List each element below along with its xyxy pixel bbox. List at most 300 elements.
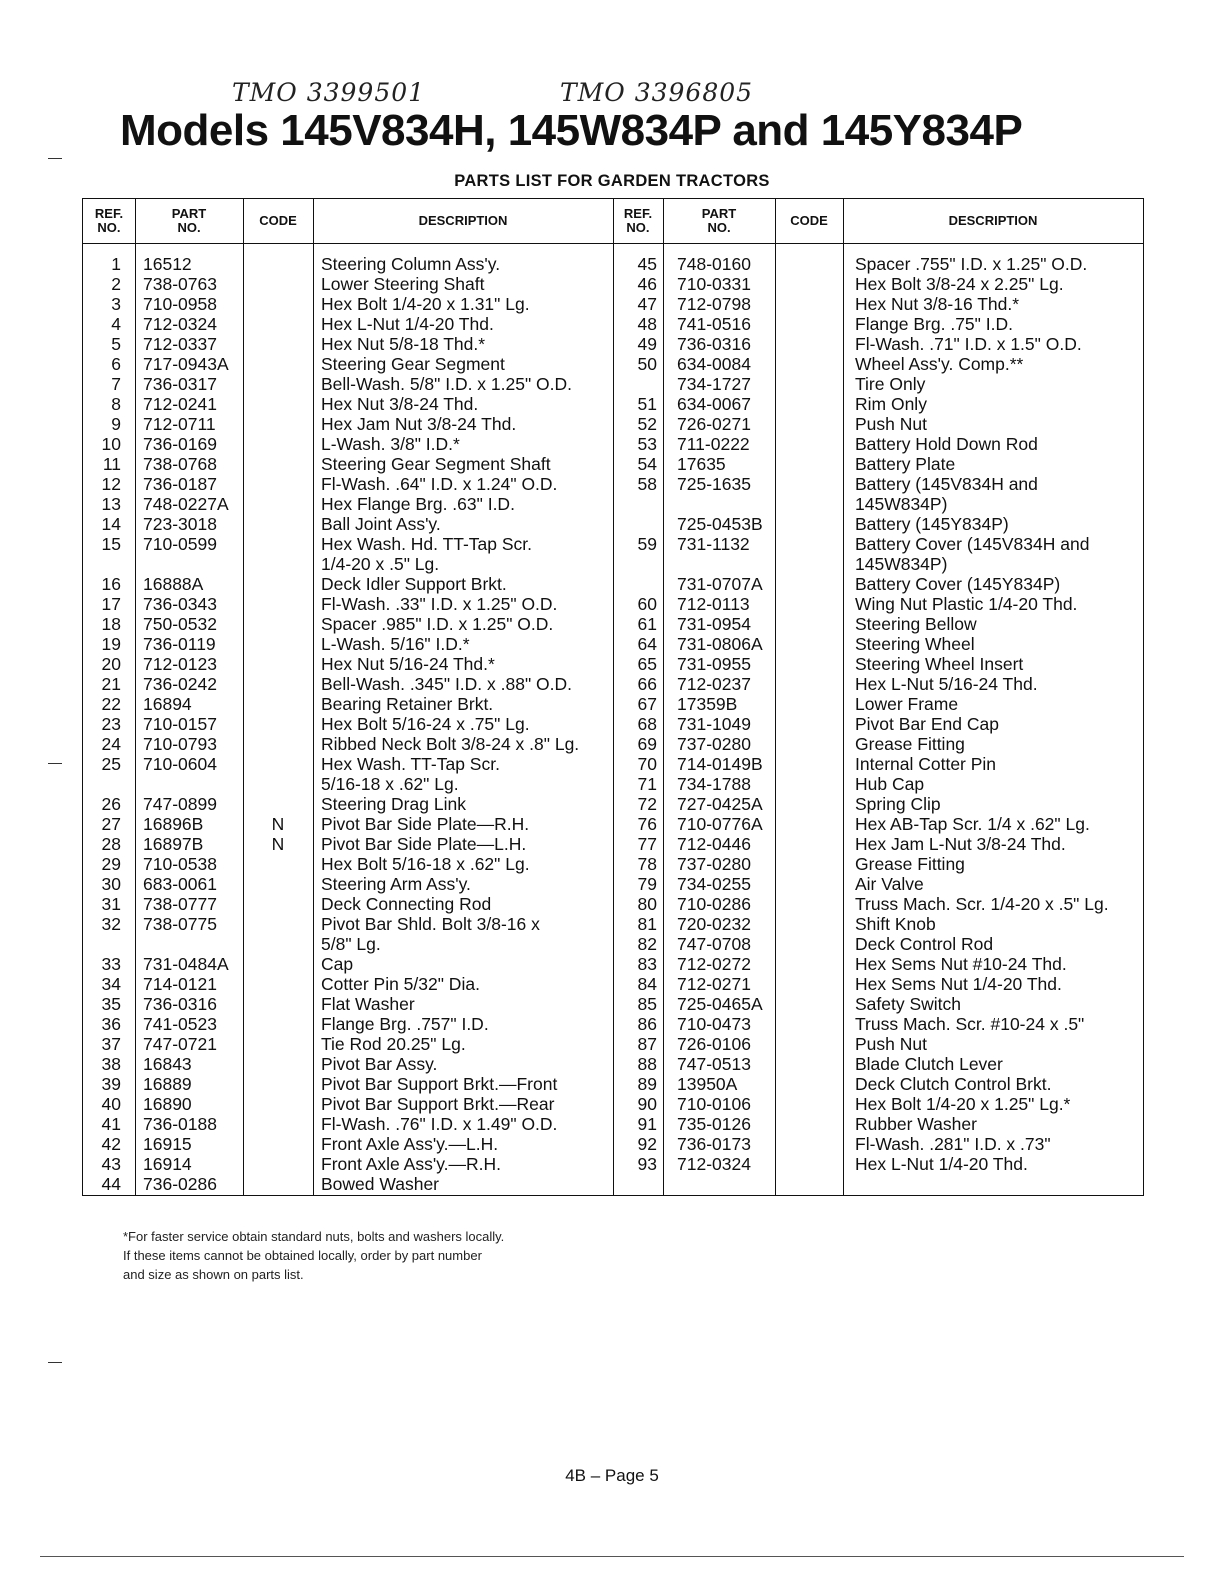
ref-no-cell: 78: [637, 854, 657, 874]
part-no-cell: 16890: [143, 1094, 192, 1114]
ref-no-cell: 52: [637, 414, 657, 434]
description-cell: Battery Plate: [855, 454, 956, 474]
part-no-cell: 731-1132: [677, 534, 750, 554]
part-no-cell: 736-0316: [143, 994, 217, 1014]
part-no-cell: 16894: [143, 694, 192, 714]
parts-row: [83, 254, 1143, 274]
footnote: [123, 1227, 504, 1284]
part-no-cell: 750-0532: [143, 614, 217, 634]
parts-row: [83, 954, 1143, 974]
part-no-cell: 710-0604: [143, 754, 217, 774]
description-cell: Hex Bolt 1/4-20 x 1.31" Lg.: [321, 294, 530, 314]
ref-no-cell: 53: [637, 434, 657, 454]
part-no-cell: 736-0316: [677, 334, 751, 354]
part-no-cell: 734-1788: [677, 774, 751, 794]
description-cell: Wing Nut Plastic 1/4-20 Thd.: [855, 594, 1078, 614]
part-no-cell: 738-0768: [143, 454, 217, 474]
description-cell: Rim Only: [855, 394, 927, 414]
ref-no-cell: 83: [637, 954, 657, 974]
description-cell: Cap: [321, 954, 354, 974]
description-cell: Hex Bolt 5/16-24 x .75" Lg.: [321, 714, 530, 734]
description-cell: 1/4-20 x .5" Lg.: [321, 554, 440, 574]
description-cell: Bearing Retainer Brkt.: [321, 694, 494, 714]
parts-row: [83, 454, 1143, 474]
description-cell: Pivot Bar Support Brkt.—Front: [321, 1074, 558, 1094]
parts-row: [83, 374, 1143, 394]
ref-no-cell: 8: [111, 394, 121, 414]
part-no-cell: 735-0126: [677, 1114, 751, 1134]
parts-row: [83, 614, 1143, 634]
description-cell: Front Axle Ass'y.—R.H.: [321, 1154, 502, 1174]
part-no-cell: 683-0061: [143, 874, 217, 894]
parts-row: [83, 934, 1143, 954]
description-cell: Ball Joint Ass'y.: [321, 514, 441, 534]
part-no-cell: 710-0331: [677, 274, 751, 294]
part-no-cell: 731-1049: [677, 714, 751, 734]
description-cell: Deck Idler Support Brkt.: [321, 574, 507, 594]
parts-row: [83, 1054, 1143, 1074]
ref-no-cell: 80: [637, 894, 657, 914]
part-no-cell: 710-0473: [677, 1014, 751, 1034]
ref-no-cell: 16: [101, 574, 121, 594]
description-cell: Steering Bellow: [855, 614, 977, 634]
ref-no-cell: 32: [101, 914, 121, 934]
part-no-cell: 16889: [143, 1074, 192, 1094]
description-cell: Hex Nut 3/8-16 Thd.*: [855, 294, 1020, 314]
part-no-cell: 731-0707A: [677, 574, 763, 594]
ref-no-cell: 86: [637, 1014, 657, 1034]
description-cell: Hex Sems Nut 1/4-20 Thd.: [855, 974, 1062, 994]
description-cell: Truss Mach. Scr. #10-24 x .5": [855, 1014, 1085, 1034]
part-no-cell: 710-0286: [677, 894, 751, 914]
description-cell: Hex Sems Nut #10-24 Thd.: [855, 954, 1067, 974]
part-no-cell: 731-0954: [677, 614, 751, 634]
parts-row: [83, 814, 1143, 834]
ref-no-cell: 66: [637, 674, 657, 694]
ref-no-cell: 82: [637, 934, 657, 954]
parts-row: [83, 1134, 1143, 1154]
parts-row: [83, 794, 1143, 814]
part-no-cell: 741-0523: [143, 1014, 217, 1034]
ref-no-cell: 6: [111, 354, 121, 374]
part-no-cell: 16897B: [143, 834, 204, 854]
ref-no-cell: 18: [101, 614, 121, 634]
description-cell: Front Axle Ass'y.—L.H.: [321, 1134, 499, 1154]
description-cell: Deck Clutch Control Brkt.: [855, 1074, 1052, 1094]
parts-row: [83, 734, 1143, 754]
part-no-cell: 736-0242: [143, 674, 217, 694]
part-no-cell: 17359B: [677, 694, 738, 714]
ref-no-cell: 69: [637, 734, 657, 754]
description-cell: Pivot Bar Side Plate—R.H.: [321, 814, 530, 834]
part-no-cell: 634-0067: [677, 394, 751, 414]
description-cell: Steering Column Ass'y.: [321, 254, 501, 274]
header-ref-no-left: REF. NO.: [94, 206, 124, 235]
part-no-cell: 16896B: [143, 814, 204, 834]
ref-no-cell: 20: [101, 654, 121, 674]
description-cell: Hex AB-Tap Scr. 1/4 x .62" Lg.: [855, 814, 1090, 834]
description-cell: Battery Cover (145Y834P): [855, 574, 1061, 594]
parts-row: [83, 1014, 1143, 1034]
ref-no-cell: 91: [637, 1114, 657, 1134]
ref-no-cell: 40: [101, 1094, 121, 1114]
parts-row: [83, 274, 1143, 294]
description-cell: Steering Drag Link: [321, 794, 466, 814]
part-no-cell: 725-0465A: [677, 994, 763, 1014]
parts-row: [83, 1074, 1143, 1094]
models-title: Models 145V834H, 145W834P and 145Y834P: [120, 106, 1023, 155]
ref-no-cell: 29: [101, 854, 121, 874]
parts-table: [82, 198, 1144, 1196]
description-cell: Flange Brg. .75" I.D.: [855, 314, 1013, 334]
description-cell: Deck Control Rod: [855, 934, 994, 954]
ref-no-cell: 14: [101, 514, 121, 534]
part-no-cell: 712-0241: [143, 394, 217, 414]
ref-no-cell: 13: [101, 494, 121, 514]
ref-no-cell: 22: [101, 694, 121, 714]
description-cell: Pivot Bar Support Brkt.—Rear: [321, 1094, 555, 1114]
header-part-no-right: PART NO.: [701, 206, 737, 235]
description-cell: Grease Fitting: [855, 734, 965, 754]
parts-row: [83, 414, 1143, 434]
header-code-left: CODE: [259, 213, 297, 228]
part-no-cell: 731-0484A: [143, 954, 229, 974]
description-cell: Ribbed Neck Bolt 3/8-24 x .8" Lg.: [321, 734, 580, 754]
parts-row: [83, 894, 1143, 914]
description-cell: Hex Nut 5/8-18 Thd.*: [321, 334, 486, 354]
ref-no-cell: 33: [101, 954, 121, 974]
part-no-cell: 714-0149B: [677, 754, 763, 774]
parts-row: [83, 994, 1143, 1014]
part-no-cell: 726-0271: [677, 414, 751, 434]
part-no-cell: 712-0324: [677, 1154, 751, 1174]
part-no-cell: 714-0121: [143, 974, 217, 994]
parts-list-subtitle: PARTS LIST FOR GARDEN TRACTORS: [454, 172, 770, 190]
ref-no-cell: 39: [101, 1074, 121, 1094]
part-no-cell: 712-0711: [143, 414, 216, 434]
ref-no-cell: 84: [637, 974, 657, 994]
parts-row: [83, 634, 1143, 654]
part-no-cell: 634-0084: [677, 354, 751, 374]
description-cell: Grease Fitting: [855, 854, 965, 874]
part-no-cell: 712-0272: [677, 954, 751, 974]
part-no-cell: 734-0255: [677, 874, 751, 894]
description-cell: Fl-Wash. .64" I.D. x 1.24" O.D.: [321, 474, 558, 494]
ref-no-cell: 71: [637, 774, 657, 794]
part-no-cell: 710-0106: [677, 1094, 751, 1114]
ref-no-cell: 4: [111, 314, 121, 334]
description-cell: Spring Clip: [855, 794, 941, 814]
description-cell: Hex Jam Nut 3/8-24 Thd.: [321, 414, 517, 434]
description-cell: Tie Rod 20.25" Lg.: [321, 1034, 466, 1054]
description-cell: Air Valve: [855, 874, 924, 894]
footnote-line: and size as shown on parts list.: [123, 1267, 304, 1282]
description-cell: Lower Steering Shaft: [321, 274, 485, 294]
description-cell: Shift Knob: [855, 914, 936, 934]
parts-row: [83, 1114, 1143, 1134]
description-cell: Pivot Bar End Cap: [855, 714, 999, 734]
ref-no-cell: 49: [637, 334, 657, 354]
part-no-cell: 710-0776A: [677, 814, 763, 834]
parts-row: [83, 554, 1143, 574]
part-no-cell: 736-0173: [677, 1134, 751, 1154]
description-cell: 145W834P): [855, 494, 948, 514]
parts-row: [83, 314, 1143, 334]
description-cell: Hex Flange Brg. .63" I.D.: [321, 494, 515, 514]
part-no-cell: 725-1635: [677, 474, 751, 494]
ref-no-cell: 44: [101, 1174, 121, 1194]
ref-no-cell: 92: [637, 1134, 657, 1154]
ref-no-cell: 41: [101, 1114, 121, 1134]
description-cell: Hub Cap: [855, 774, 925, 794]
description-cell: Lower Frame: [855, 694, 959, 714]
description-cell: Steering Wheel Insert: [855, 654, 1024, 674]
description-cell: L-Wash. 3/8" I.D.*: [321, 434, 460, 454]
description-cell: Safety Switch: [855, 994, 962, 1014]
part-no-cell: 731-0806A: [677, 634, 763, 654]
part-no-cell: 731-0955: [677, 654, 751, 674]
ref-no-cell: 43: [101, 1154, 121, 1174]
ref-no-cell: 50: [637, 354, 657, 374]
description-cell: Bowed Washer: [321, 1174, 440, 1194]
part-no-cell: 13950A: [677, 1074, 738, 1094]
ref-no-cell: 89: [637, 1074, 657, 1094]
description-cell: Steering Arm Ass'y.: [321, 874, 471, 894]
parts-row: [83, 594, 1143, 614]
description-cell: Hex L-Nut 1/4-20 Thd.: [855, 1154, 1028, 1174]
part-no-cell: 712-0123: [143, 654, 217, 674]
part-no-cell: 736-0343: [143, 594, 217, 614]
ref-no-cell: 11: [102, 454, 121, 474]
description-cell: L-Wash. 5/16" I.D.*: [321, 634, 470, 654]
part-no-cell: 726-0106: [677, 1034, 751, 1054]
header-description-left: DESCRIPTION: [418, 213, 508, 228]
header-description-right: DESCRIPTION: [948, 213, 1038, 228]
parts-row: [83, 574, 1143, 594]
ref-no-cell: 93: [637, 1154, 657, 1174]
description-cell: Fl-Wash. .76" I.D. x 1.49" O.D.: [321, 1114, 558, 1134]
ref-no-cell: 72: [637, 794, 657, 814]
parts-row: [83, 874, 1143, 894]
description-cell: Push Nut: [855, 1034, 927, 1054]
part-no-cell: 737-0280: [677, 734, 751, 754]
part-no-cell: 723-3018: [143, 514, 217, 534]
ref-no-cell: 31: [101, 894, 121, 914]
ref-no-cell: 24: [101, 734, 121, 754]
description-cell: Hex Bolt 5/16-18 x .62" Lg.: [321, 854, 530, 874]
part-no-cell: 17635: [677, 454, 726, 474]
description-cell: Battery Cover (145V834H and: [855, 534, 1090, 554]
description-cell: Pivot Bar Side Plate—L.H.: [321, 834, 527, 854]
ref-no-cell: 90: [637, 1094, 657, 1114]
ref-no-cell: 35: [101, 994, 121, 1014]
ref-no-cell: 3: [111, 294, 121, 314]
parts-row: [83, 394, 1143, 414]
part-no-cell: 736-0286: [143, 1174, 217, 1194]
description-cell: Internal Cotter Pin: [855, 754, 997, 774]
ref-no-cell: 2: [111, 274, 121, 294]
part-no-cell: 710-0157: [143, 714, 217, 734]
ref-no-cell: 38: [101, 1054, 121, 1074]
bottom-rule: [40, 1556, 1184, 1557]
part-no-cell: 747-0721: [143, 1034, 217, 1054]
part-no-cell: 725-0453B: [677, 514, 763, 534]
ref-no-cell: 30: [101, 874, 121, 894]
part-no-cell: 747-0899: [143, 794, 217, 814]
description-cell: Cotter Pin 5/32" Dia.: [321, 974, 480, 994]
description-cell: Steering Gear Segment Shaft: [321, 454, 551, 474]
part-no-cell: 720-0232: [677, 914, 751, 934]
part-no-cell: 712-0271: [677, 974, 751, 994]
parts-row: [83, 354, 1143, 374]
part-no-cell: 16914: [143, 1154, 192, 1174]
ref-no-cell: 64: [637, 634, 657, 654]
ref-no-cell: 46: [637, 274, 657, 294]
parts-row: [83, 1174, 1143, 1194]
ref-no-cell: 65: [637, 654, 657, 674]
ref-no-cell: 19: [101, 634, 121, 654]
ref-no-cell: 48: [637, 314, 657, 334]
description-cell: Spacer .985" I.D. x 1.25" O.D.: [321, 614, 554, 634]
description-cell: Hex Nut 3/8-24 Thd.: [321, 394, 479, 414]
parts-row: [83, 1154, 1143, 1174]
description-cell: Battery Hold Down Rod: [855, 434, 1038, 454]
description-cell: Hex L-Nut 5/16-24 Thd.: [855, 674, 1038, 694]
parts-row: [83, 334, 1143, 354]
description-cell: Hex Bolt 1/4-20 x 1.25" Lg.*: [855, 1094, 1071, 1114]
ref-no-cell: 37: [101, 1034, 121, 1054]
description-cell: Hex L-Nut 1/4-20 Thd.: [321, 314, 494, 334]
description-cell: Tire Only: [855, 374, 926, 394]
part-no-cell: 710-0793: [143, 734, 217, 754]
ref-no-cell: 54: [637, 454, 657, 474]
ref-no-cell: 25: [101, 754, 121, 774]
ref-no-cell: 81: [637, 914, 657, 934]
description-cell: Hex Bolt 3/8-24 x 2.25" Lg.: [855, 274, 1064, 294]
ref-no-cell: 12: [101, 474, 121, 494]
ref-no-cell: 85: [637, 994, 657, 1014]
part-no-cell: 748-0227A: [143, 494, 229, 514]
parts-row: [83, 654, 1143, 674]
part-no-cell: 717-0943A: [143, 354, 229, 374]
part-no-cell: 747-0708: [677, 934, 751, 954]
description-cell: Hex Nut 5/16-24 Thd.*: [321, 654, 495, 674]
parts-row: [83, 854, 1143, 874]
description-cell: Spacer .755" I.D. x 1.25" O.D.: [855, 254, 1088, 274]
ref-no-cell: 87: [637, 1034, 657, 1054]
part-no-cell: 712-0324: [143, 314, 217, 334]
ref-no-cell: 88: [637, 1054, 657, 1074]
ref-no-cell: 1: [111, 254, 121, 274]
parts-row: [83, 714, 1143, 734]
ref-no-cell: 47: [637, 294, 657, 314]
part-no-cell: 710-0538: [143, 854, 217, 874]
margin-mark: [48, 763, 62, 764]
ref-no-cell: 77: [637, 834, 657, 854]
part-no-cell: 712-0113: [677, 594, 750, 614]
description-cell: Flat Washer: [321, 994, 415, 1014]
footnote-line: *For faster service obtain standard nuts, bolts and washers locally.: [123, 1229, 505, 1244]
part-no-cell: 16512: [143, 254, 192, 274]
ref-no-cell: 59: [637, 534, 657, 554]
part-no-cell: 738-0775: [143, 914, 217, 934]
part-no-cell: 736-0169: [143, 434, 217, 454]
part-no-cell: 16843: [143, 1054, 192, 1074]
part-no-cell: 712-0798: [677, 294, 751, 314]
description-cell: Steering Wheel: [855, 634, 975, 654]
header-divider: [83, 243, 1143, 244]
header-ref-no-right: REF. NO.: [623, 206, 653, 235]
parts-row: [83, 674, 1143, 694]
ref-no-cell: 42: [101, 1134, 121, 1154]
ref-no-cell: 45: [637, 254, 657, 274]
part-no-cell: 738-0777: [143, 894, 217, 914]
description-cell: Fl-Wash. .71" I.D. x 1.5" O.D.: [855, 334, 1082, 354]
margin-mark: [48, 158, 62, 159]
parts-row: [83, 754, 1143, 774]
header-code-right: CODE: [790, 213, 828, 228]
parts-row: [83, 474, 1143, 494]
part-no-cell: 736-0187: [143, 474, 217, 494]
parts-row: [83, 434, 1143, 454]
part-no-cell: 712-0446: [677, 834, 751, 854]
description-cell: Pivot Bar Assy.: [321, 1054, 438, 1074]
parts-row: [83, 694, 1143, 714]
parts-row: [83, 974, 1143, 994]
ref-no-cell: 76: [637, 814, 657, 834]
part-no-cell: 736-0317: [143, 374, 217, 394]
part-no-cell: 712-0237: [677, 674, 751, 694]
handwritten-note-2: TMO 3396805: [560, 78, 754, 107]
ref-no-cell: 15: [101, 534, 121, 554]
ref-no-cell: 79: [637, 874, 657, 894]
ref-no-cell: 23: [101, 714, 121, 734]
ref-no-cell: 68: [637, 714, 657, 734]
part-no-cell: 16888A: [143, 574, 204, 594]
ref-no-cell: 7: [111, 374, 121, 394]
ref-no-cell: 70: [637, 754, 657, 774]
part-no-cell: 734-1727: [677, 374, 751, 394]
description-cell: 5/16-18 x .62" Lg.: [321, 774, 459, 794]
description-cell: Blade Clutch Lever: [855, 1054, 1003, 1074]
part-no-cell: 747-0513: [677, 1054, 751, 1074]
description-cell: Fl-Wash. .33" I.D. x 1.25" O.D.: [321, 594, 558, 614]
parts-row: [83, 494, 1143, 514]
parts-row: [83, 514, 1143, 534]
ref-no-cell: 51: [637, 394, 657, 414]
ref-no-cell: 21: [101, 674, 121, 694]
ref-no-cell: 10: [101, 434, 121, 454]
footnote-line: If these items cannot be obtained locally, order by part number: [123, 1248, 482, 1263]
description-cell: Bell-Wash. .345" I.D. x .88" O.D.: [321, 674, 573, 694]
parts-row: [83, 1094, 1143, 1114]
description-cell: Hex Jam L-Nut 3/8-24 Thd.: [855, 834, 1066, 854]
description-cell: Steering Gear Segment: [321, 354, 505, 374]
part-no-cell: 736-0119: [143, 634, 216, 654]
description-cell: Deck Connecting Rod: [321, 894, 492, 914]
parts-row: [83, 1034, 1143, 1054]
description-cell: Bell-Wash. 5/8" I.D. x 1.25" O.D.: [321, 374, 573, 394]
ref-no-cell: 34: [101, 974, 121, 994]
description-cell: Flange Brg. .757" I.D.: [321, 1014, 489, 1034]
parts-row: [83, 294, 1143, 314]
ref-no-cell: 9: [111, 414, 121, 434]
page-number: 4B – Page 5: [565, 1466, 659, 1485]
ref-no-cell: 28: [101, 834, 121, 854]
ref-no-cell: 5: [111, 334, 121, 354]
description-cell: Wheel Ass'y. Comp.**: [855, 354, 1024, 374]
part-no-cell: 711-0222: [677, 434, 750, 454]
